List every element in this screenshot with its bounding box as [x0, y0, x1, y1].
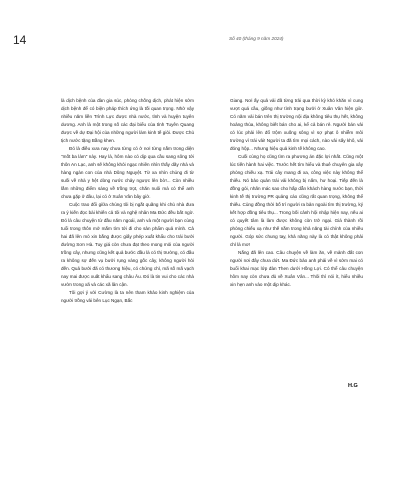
article-paragraph: Giang. Nơi ấy quả vải đã từng trải qua thời kỳ khó khăn vì cung vượt quá cầu, giống như tình trạng bưởi ở Xuân Vân hiện giờ. Có năm vải bán trên thị trường nội địa không tiêu thụ hết, không hoảng thủa, không biết bán cho ai, kể cả bán rẻ. Người bán vải có lúc phải lên đổ trộm xuống sông vì sợ phạt ô nhiễm môi trường vì trái vải! Người ta đã tìm mọi cách, nào vải sấy khô, vải đóng hộp... Nhưng hiệu quả kinh tế không cao.	[230, 98, 363, 151]
page-number: 14	[13, 33, 27, 47]
article-paragraph: Cuối cùng họ cũng tìm ra phương án đặc lợi nhất. Cũng một lúc tiến hành hai việc. Trước hết tìm hiểu và thuê chuyên gia xây phòng chiếu xạ. Trái cây mang đi xa, công việc này không thể thiếu. Nó bảo quản trái vải không bị nấm, hư hoại. Tiếp đến là đồng gói, nhãn mác sao cho hấp dẫn khách hàng nước bạn, thời kinh tế thị trường PR quảng cáo cũng rất quan trọng, không thể thiếu. Cùng đồng thời bố trí người ra bản ngoài tìm thị trường, ký kết hợp đồng tiêu thụ... Trong bối cảnh hội nhập hiện nay, nếu ai có quyết tâm là làm được không còn trở ngại. Giá thành rồi phòng chiếu xạ như thế nằm trong khả năng tài chính của nhiều người. Góp sức chung tay, khả năng này là có thật không phải chỉ là mơ!	[230, 154, 363, 247]
article-paragraph: Cuộc trao đổi giữa chúng tôi bị ngắt quãng khi chủ nhà đưa ra ý kiến đọc bài khiến cả tôi và nghệ nhân Ma Đức đều bất ngờ. Đó là câu chuyện từ đầu năm ngoái, anh và một người bạn cùng tuổi trong thôn mở mắm tìm tới đi cho sản phẩm quả mình. Cả hai đã lên mò xin bằng được giấy phép xuất khẩu cho trái bưởi đường Sơn Hà. Tuy giá còn chưa đạt theo mong mỏi của người trồng cây, nhưng cũng kết quả bước đầu là có thị trường, có đầu ra không sợ đến vụ bưởi rụng vàng gốc cây, không người hỏi đến. Quả bưởi đã có thương hiệu, có chứng chỉ, mã số mã vạch nay mai được xuất khẩu sang châu Âu. Đó là tin vui cho các nhà vườn trong xã và các xã lân cận.	[61, 202, 194, 287]
article-paragraph: là dịch bệnh của đàn gia súc, phòng chống dịch, phát hiện sớm dịch bệnh để có biện pháp thích ứng là tối quan trọng. Nhờ vậy nhiều năm liền Trình Lực được nhà nước, tỉnh và huyện tuyên dương. Anh là một trong số các đại biểu của tỉnh Tuyên Quang được về dự Đại hội của những người làm kinh tế giỏi. Được Chủ tịch nước tặng Bằng khen.	[61, 98, 194, 143]
author-signature: H.G	[348, 383, 358, 389]
article-column-left	[61, 97, 194, 305]
article-paragraph: Tôi gợi ý với Cường là ta nên tham khảo kinh nghiệm của người trồng vải bên Lục Ngạn, Bắc	[61, 290, 194, 303]
article-column-right	[230, 97, 363, 289]
article-paragraph: Đó là điều xưa nay chưa từng có ở nơi từng nằm trong diện "mốt ba làm" này. Hay là, hôm nào có dịp qua cầu sang sông tới thôn An Lạc, anh sẽ không khỏi ngạc nhiên nhìn thấy dãy nhà và hàng ngàn con của nhà Dũng Nguyệt. Từ xa nhìn chúng đi từ suối về nhà y hệt dòng nước chảy ngược lên bờ!... Còn nhiều lắm những điểm sáng về trồng trọt, chăn nuôi mà có thể anh chưa gặp ở đâu, lại có ở Xuân Vân bây giờ.	[61, 146, 194, 199]
article-paragraph: Nắng đã lên cao. Câu chuyện về làm ăn, về mảnh đất con người nơi đây chưa dứt. Ma Đức bảo anh phải về vì sớm mai có buổi khai mạc lớp đàn Then dưới Hồng Lợi. Có thể câu chuyện hôm nay còn chưa đủ về Xuân Vân... Thôi thì nói ít, hiểu nhiều xin hẹn anh vào một dịp khác.	[230, 250, 363, 287]
issue-label: Số 40 (tháng 9 năm 2024)	[229, 36, 284, 41]
